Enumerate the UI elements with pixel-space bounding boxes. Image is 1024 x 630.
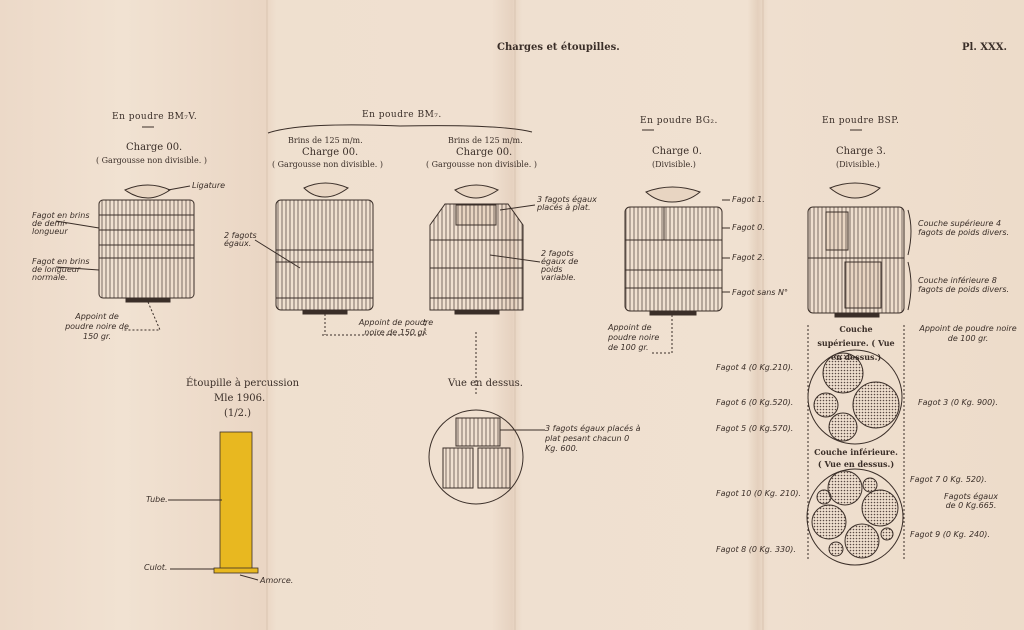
col5-f4: Fagot 4 (0 Kg.210). [716, 363, 794, 372]
col1-powder: En poudre BM₇V. [112, 112, 198, 122]
col5-powder: En poudre BSP. [822, 116, 900, 126]
primer-scale: (1/2.) [224, 408, 252, 419]
col1-note: ( Gargousse non divisible. ) [96, 156, 207, 165]
col2-note: ( Gargousse non divisible. ) [272, 160, 383, 169]
col3-note: ( Gargousse non divisible. ) [426, 160, 537, 169]
lower-layer-view [807, 469, 903, 565]
col1-fagot-normal: Fagot en brins de longueur normale. [32, 257, 90, 282]
upper-layer-view [808, 350, 902, 444]
col1-appoint: Appoint de poudre noire de 150 gr. [65, 312, 129, 341]
col2-appoint: Appoint de poudre noire de 150 gr. [358, 318, 434, 337]
col3-top-view: Vue en dessus. [448, 378, 523, 389]
primer-model: Mle 1906. [214, 393, 266, 404]
col5-f7: Fagot 7 0 Kg. 520). [910, 475, 987, 484]
primer-title: Étoupille à percussion [186, 378, 300, 389]
cartridge-bm7-b [430, 185, 540, 314]
cartridge-bm7-a [255, 183, 425, 335]
col5-f8: Fagot 8 (0 Kg. 330). [716, 545, 796, 554]
col3-variable: 2 fagots égaux de poids variable. [541, 249, 579, 282]
col5-f5: Fagot 5 (0 Kg.570). [716, 424, 794, 433]
col4-f2: Fagot 2. [732, 253, 765, 262]
col5-equal: Fagots égaux de 0 Kg.665. [943, 492, 999, 510]
top-view-bm7 [429, 330, 545, 504]
col5-appoint: Appoint de poudre noire de 100 gr. [919, 324, 1017, 343]
primer-drawing [168, 432, 258, 580]
primer-culot: Culot. [144, 563, 168, 572]
col4-note: (Divisible.) [652, 160, 696, 169]
col4-powder: En poudre BG₂. [640, 116, 718, 126]
col2-charge: Charge 00. [302, 147, 359, 158]
col3-flat: 3 fagots égaux placés à plat. [537, 195, 597, 212]
col5-upper: Couche supérieure 4 fagots de poids divers. [918, 219, 1010, 237]
col5-f6: Fagot 6 (0 Kg.520). [716, 398, 794, 407]
col4-charge: Charge 0. [652, 146, 702, 157]
plate-title: Charges et étoupilles. [497, 42, 620, 53]
col5-f3: Fagot 3 (0 Kg. 900). [918, 398, 998, 407]
col1-charge: Charge 00. [126, 142, 183, 153]
col2-strands: Brins de 125 m/m. [288, 136, 363, 145]
col5-f9: Fagot 9 (0 Kg. 240). [910, 530, 990, 539]
col5-lower: Couche inférieure 8 fagots de poids divers. [918, 276, 1010, 294]
primer-amorce: Amorce. [260, 576, 294, 585]
col4-appoint: Appoint de poudre noire de 100 gr. [608, 323, 660, 352]
col5-note: (Divisible.) [836, 160, 880, 169]
col3-flat-weight: 3 fagots égaux placés à plat pesant chacun 0 Kg. 600. [545, 424, 641, 453]
col3-charge: Charge 00. [456, 147, 513, 158]
col3-strands: Brins de 125 m/m. [448, 136, 523, 145]
col1-ligature: Ligature [192, 181, 226, 190]
col5-lower-view: Couche inférieure. ( Vue en dessus.) [814, 447, 898, 469]
col4-f0: Fagot 0. [732, 223, 765, 232]
col5-upper-view: Couche supérieure. ( Vue en dessus.) [817, 324, 895, 362]
col2-powder: En poudre BM₇. [362, 110, 442, 120]
col4-f1: Fagot 1. [732, 195, 765, 204]
col5-f10: Fagot 10 (0 Kg. 210). [716, 489, 801, 498]
primer-tube: Tube. [146, 495, 168, 504]
col2-fagots: 2 fagots égaux. [224, 231, 257, 248]
col4-fsans: Fagot sans N° [732, 288, 788, 297]
col1-fagot-half: Fagot en brins de demi-longueur [32, 211, 90, 236]
col5-charge: Charge 3. [836, 146, 886, 157]
plate-number: Pl. XXX. [962, 42, 1008, 53]
